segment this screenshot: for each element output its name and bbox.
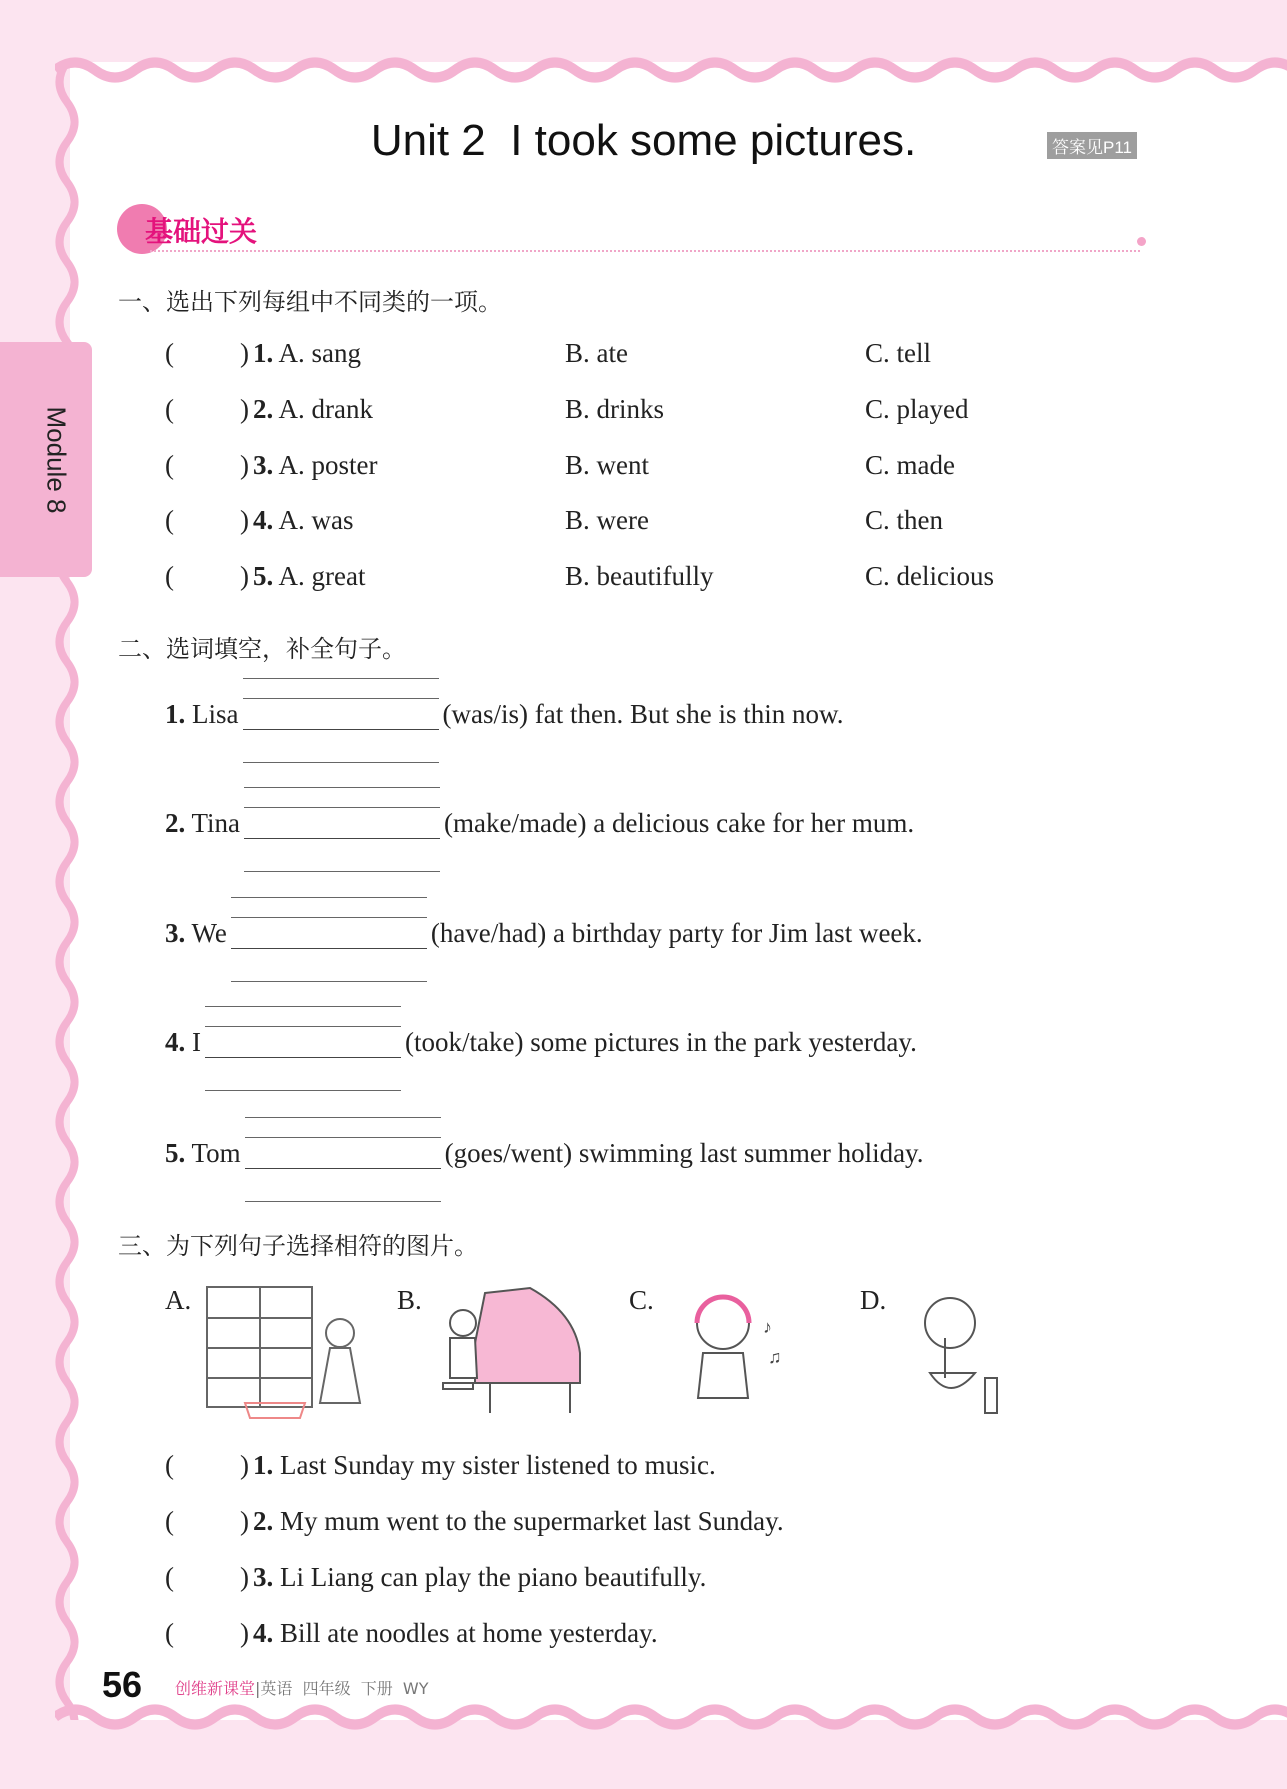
part1-question xyxy=(253,338,361,369)
sentence-end: (goes/went) swimming last summer holiday. xyxy=(444,1138,924,1168)
part2-sentence xyxy=(165,1138,924,1169)
fill-blank-line[interactable] xyxy=(245,1139,441,1169)
fill-blank-line[interactable] xyxy=(231,919,427,949)
part3-answer-paren[interactable]: ( ) xyxy=(165,1562,249,1592)
question-number: 1. xyxy=(253,1450,274,1480)
question-number: 1. xyxy=(165,699,186,729)
part1-answer-paren[interactable]: ( ) xyxy=(165,338,249,368)
option-b: B. drinks xyxy=(565,394,665,424)
fill-blank-line[interactable] xyxy=(205,1028,401,1058)
supermarket-picture xyxy=(205,1283,365,1423)
part3-sentence xyxy=(253,1506,784,1537)
footer-book-info: |英语 四年级 下册 WY xyxy=(255,1679,429,1698)
question-number: 2. xyxy=(253,1506,274,1536)
left-wave-border xyxy=(52,62,82,1720)
footer-info xyxy=(175,1676,429,1699)
page-number: 56 xyxy=(102,1664,143,1705)
part2-sentence xyxy=(165,699,843,730)
picture-label-d: D. xyxy=(860,1285,887,1315)
sentence-text: Bill ate noodles at home yesterday. xyxy=(280,1618,658,1648)
part3-answer-paren[interactable]: ( ) xyxy=(165,1618,249,1648)
part2-sentence xyxy=(165,918,923,949)
sentence-text: Last Sunday my sister listened to music. xyxy=(280,1450,716,1480)
option-b: B. were xyxy=(565,505,649,535)
question-number: 4. xyxy=(253,1618,274,1648)
sentence-end: (took/take) some pictures in the park yesterday. xyxy=(405,1027,917,1057)
bottom-wave-border xyxy=(55,1702,1287,1732)
question-number: 3. xyxy=(253,450,274,480)
option-c: C. played xyxy=(865,394,969,424)
part3-sentence xyxy=(253,1450,716,1481)
sentence-end: (make/made) a delicious cake for her mum. xyxy=(444,808,915,838)
question-number: 2. xyxy=(253,394,274,424)
section-divider xyxy=(150,250,1140,252)
part1-question xyxy=(253,561,365,592)
part1-question xyxy=(253,394,373,425)
option-b: B. went xyxy=(565,450,649,480)
option-c: C. then xyxy=(865,505,943,535)
question-number: 2. xyxy=(165,808,186,838)
eating-noodles-picture xyxy=(900,1283,1020,1423)
part3-answer-paren[interactable]: ( ) xyxy=(165,1506,249,1536)
sentence-end: (have/had) a birthday party for Jim last week. xyxy=(430,918,923,948)
sentence-text: My mum went to the supermarket last Sunday. xyxy=(280,1506,784,1536)
piano-picture xyxy=(435,1283,585,1423)
sentence-start: Lisa xyxy=(192,699,239,729)
option-a: A. poster xyxy=(278,450,378,480)
part1-answer-paren[interactable]: ( ) xyxy=(165,394,249,424)
picture-label-c: C. xyxy=(629,1285,654,1315)
part3-sentence xyxy=(253,1562,706,1593)
sentence-end: (was/is) fat then. But she is thin now. xyxy=(442,699,844,729)
section-header: 基础过关 xyxy=(145,215,258,248)
picture-label-a: A. xyxy=(165,1285,192,1315)
option-b: B. ate xyxy=(565,338,628,368)
option-a: A. great xyxy=(278,561,366,591)
part2-heading: 二、选词填空，补全句子。 xyxy=(118,635,406,663)
module-tab-label: Module 8 xyxy=(41,406,72,514)
part1-question xyxy=(253,450,378,481)
module-tab xyxy=(0,342,92,577)
footer-brand: 创维新课堂 xyxy=(175,1679,256,1698)
sentence-start: We xyxy=(191,918,227,948)
option-c: C. tell xyxy=(865,338,931,368)
part3-sentence xyxy=(253,1618,658,1649)
question-number: 3. xyxy=(253,1562,274,1592)
question-number: 5. xyxy=(165,1138,186,1168)
option-a: A. was xyxy=(278,505,354,535)
part1-answer-paren[interactable]: ( ) xyxy=(165,561,249,591)
sentence-text: Li Liang can play the piano beautifully. xyxy=(280,1562,707,1592)
question-number: 5. xyxy=(253,561,274,591)
part1-heading: 一、选出下列每组中不同类的一项。 xyxy=(118,288,502,316)
top-wave-border xyxy=(55,55,1287,85)
decor-dot-icon xyxy=(1137,237,1146,246)
sentence-start: Tom xyxy=(191,1138,241,1168)
option-a: A. drank xyxy=(278,394,373,424)
part1-answer-paren[interactable]: ( ) xyxy=(165,505,249,535)
answer-reference-badge: 答案见P11 xyxy=(1047,132,1137,159)
sentence-start: I xyxy=(192,1027,201,1057)
page-title: Unit 2 I took some pictures. xyxy=(370,116,917,165)
option-c: C. made xyxy=(865,450,955,480)
option-b: B. beautifully xyxy=(565,561,714,591)
part3-answer-paren[interactable]: ( ) xyxy=(165,1450,249,1480)
question-number: 4. xyxy=(165,1027,186,1057)
picture-label-b: B. xyxy=(397,1285,422,1315)
question-number: 3. xyxy=(165,918,186,948)
part3-heading: 三、为下列句子选择相符的图片。 xyxy=(118,1232,478,1260)
part1-question xyxy=(253,505,354,536)
question-number: 1. xyxy=(253,338,274,368)
part2-sentence xyxy=(165,808,914,839)
svg-text:♪: ♪ xyxy=(763,1317,772,1337)
fill-blank-line[interactable] xyxy=(243,700,439,730)
listening-music-picture xyxy=(668,1283,788,1423)
part2-sentence xyxy=(165,1027,917,1058)
question-number: 4. xyxy=(253,505,274,535)
option-a: A. sang xyxy=(278,338,362,368)
fill-blank-line[interactable] xyxy=(244,809,440,839)
sentence-start: Tina xyxy=(191,808,241,838)
part1-answer-paren[interactable]: ( ) xyxy=(165,450,249,480)
svg-text:♫: ♫ xyxy=(768,1347,782,1367)
option-c: C. delicious xyxy=(865,561,994,591)
